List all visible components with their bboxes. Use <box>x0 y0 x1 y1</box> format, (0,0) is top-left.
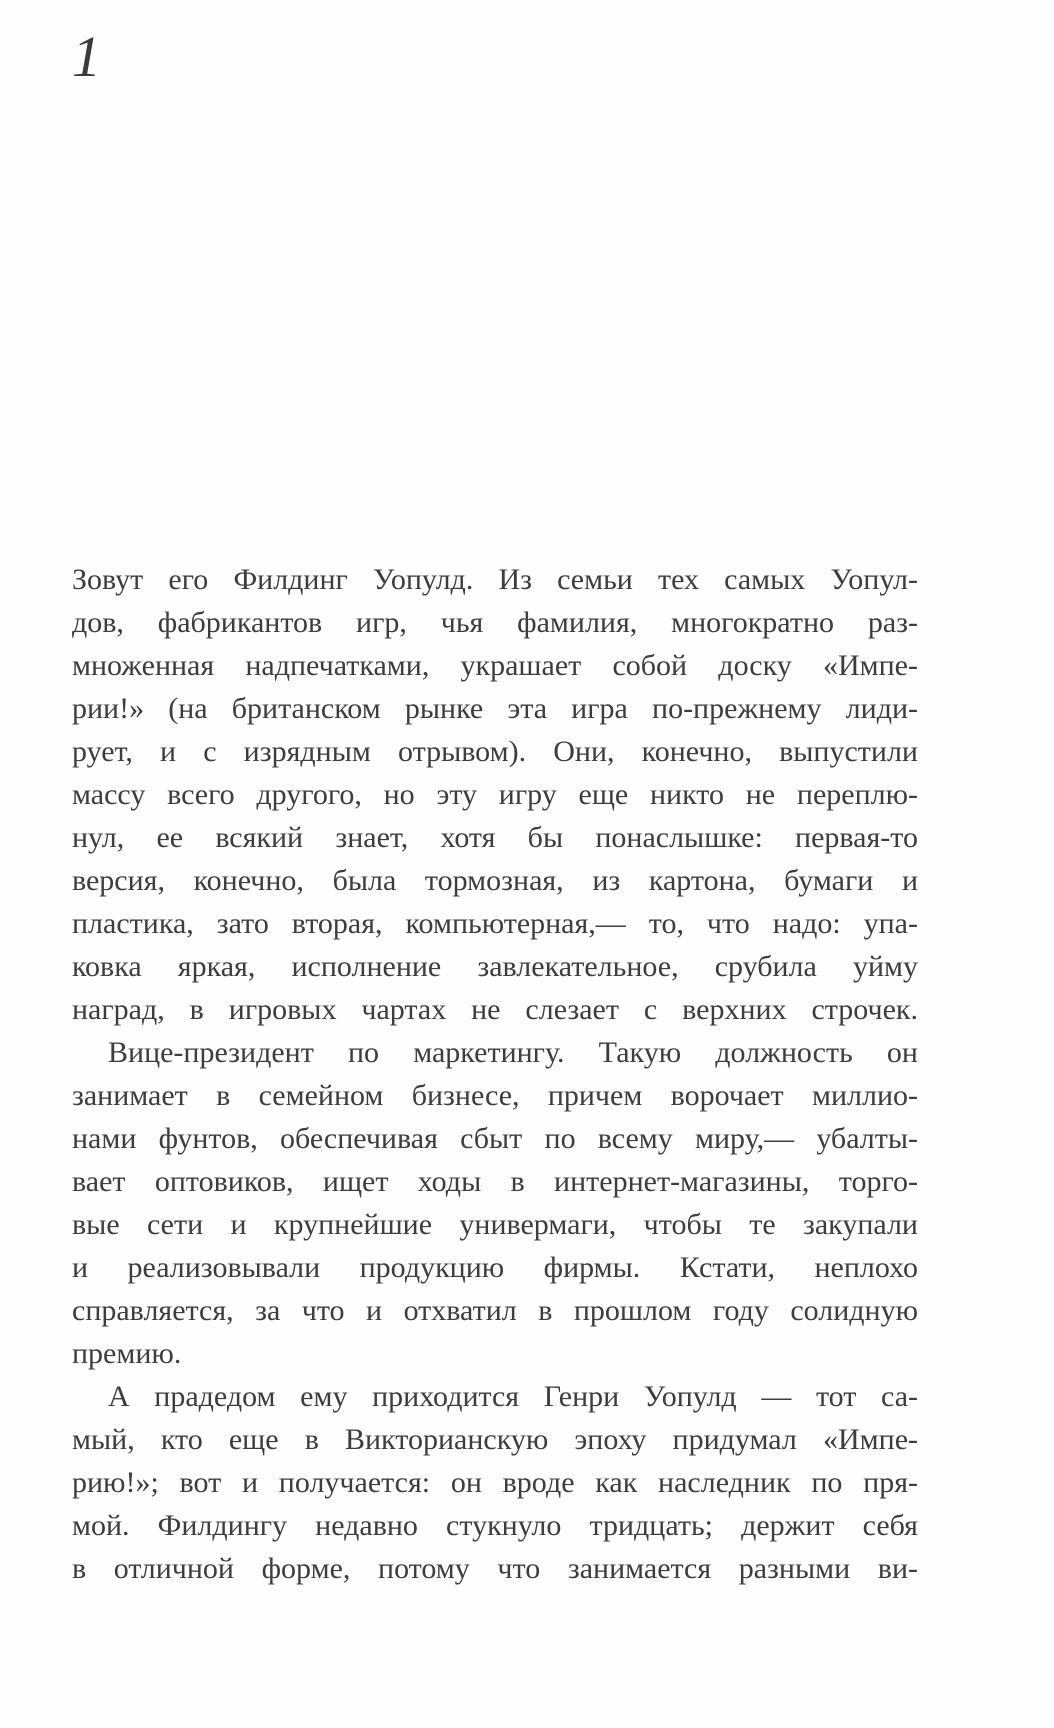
text-line: и реализовывали продукцию фирмы. Кстати, неплохо <box>72 1251 918 1284</box>
text-line: рию!»; вот и получается: он вроде как наследник по пря- <box>72 1466 918 1499</box>
body-text <box>72 558 918 1590</box>
text-line: дов, фабрикантов игр, чья фамилия, многократно раз- <box>72 606 918 639</box>
text-line: рии!» (на британском рынке эта игра по-прежнему лиди- <box>72 692 918 725</box>
text-line: мый, кто еще в Викторианскую эпоху придумал «Импе- <box>72 1423 918 1456</box>
text-line: занимает в семейном бизнесе, причем ворочает миллио- <box>72 1079 918 1112</box>
chapter-number: 1 <box>72 24 101 89</box>
text-line: мой. Филдингу недавно стукнуло тридцать; держит себя <box>72 1509 918 1542</box>
text-line: нами фунтов, обеспечивая сбыт по всему миру,— убалты- <box>72 1122 918 1155</box>
text-line: версия, конечно, была тормозная, из картона, бумаги и <box>72 864 918 897</box>
text-line: множенная надпечатками, украшает собой доску «Импе- <box>72 649 918 682</box>
text-line: наград, в игровых чартах не слезает с верхних строчек. <box>72 993 918 1026</box>
paragraph-3 <box>72 1375 918 1590</box>
text-line: пластика, зато вторая, компьютерная,— то, что надо: упа- <box>72 907 918 940</box>
text-line: массу всего другого, но эту игру еще никто не переплю- <box>72 778 918 811</box>
text-line: вые сети и крупнейшие универмаги, чтобы те закупали <box>72 1208 918 1241</box>
text-line: вает оптовиков, ищет ходы в интернет-магазины, торго- <box>72 1165 918 1198</box>
paragraph-1 <box>72 558 918 1031</box>
text-line: в отличной форме, потому что занимается разными ви- <box>72 1552 918 1585</box>
text-line: А прадедом ему приходится Генри Уопулд — тот са- <box>108 1380 918 1413</box>
text-line: ковка яркая, исполнение завлекательное, срубила уйму <box>72 950 918 983</box>
text-line: нул, ее всякий знает, хотя бы понаслышке: первая-то <box>72 821 918 854</box>
text-line: премию. <box>72 1337 182 1370</box>
text-line: справляется, за что и отхватил в прошлом году солидную <box>72 1294 918 1327</box>
text-line: Зовут его Филдинг Уопулд. Из семьи тех самых Уопул- <box>72 563 918 596</box>
text-line: Вице-президент по маркетингу. Такую должность он <box>108 1036 918 1069</box>
text-line: рует, и с изрядным отрывом). Они, конечно, выпустили <box>72 735 918 768</box>
paragraph-2 <box>72 1031 918 1375</box>
